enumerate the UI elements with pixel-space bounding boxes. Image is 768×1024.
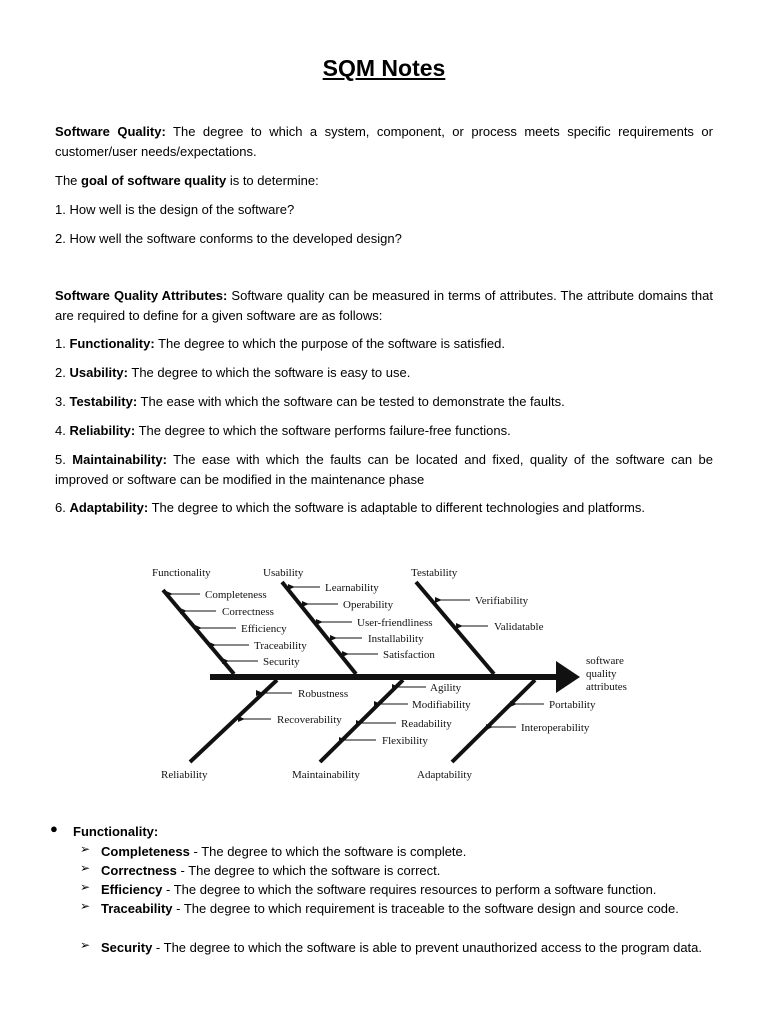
attribute-item: [55, 392, 713, 412]
attr-num: 3.: [55, 394, 70, 409]
attr-desc: The degree to which the software performs failure-free functions.: [135, 423, 511, 438]
attr-name: Maintainability: [72, 452, 163, 467]
diagram-head-label: attributes: [586, 681, 627, 693]
functionality-heading: [73, 822, 158, 842]
bone-functionality: [163, 590, 234, 674]
arrow-bullet-icon: ➢: [80, 861, 91, 875]
goal-question-2: 2. How well the software conforms to the developed design?: [55, 231, 402, 246]
attr-num: 6.: [55, 500, 70, 515]
sub-attribute: Flexibility: [382, 735, 428, 747]
sub-attribute: Learnability: [325, 582, 379, 594]
attribute-item: [55, 334, 713, 354]
functionality-item: [101, 938, 713, 958]
attr-sep: :: [123, 365, 128, 380]
sub-attribute: Validatable: [494, 621, 544, 633]
bone-adaptability: [452, 680, 535, 762]
sub-attribute: Verifiability: [475, 595, 529, 607]
attr-num: 4.: [55, 423, 70, 438]
goal-question-1: 1. How well is the design of the software?: [55, 202, 295, 217]
attr-desc: The degree to which the software is easy to use.: [128, 365, 411, 380]
sub-attribute: Interoperability: [521, 722, 590, 734]
attr-name: Testability: [69, 394, 133, 409]
category-adaptability: Adaptability: [417, 769, 472, 781]
bullet-dot: ●: [50, 821, 58, 836]
page-title: SQM Notes: [322, 55, 446, 81]
functionality-item: [101, 899, 713, 919]
goal-line: [55, 171, 713, 191]
attr-num: 5.: [55, 452, 73, 467]
attr-sep: :: [132, 394, 138, 409]
item-name: Security: [101, 940, 153, 955]
attr-sep: :: [143, 500, 149, 515]
sub-attribute: Satisfaction: [383, 649, 435, 661]
attr-name: Adaptability: [69, 500, 144, 515]
attribute-item: [55, 421, 713, 441]
diagram-head-label: quality: [586, 668, 617, 680]
attr-name: Reliability: [69, 423, 131, 438]
item-desc: - The degree to which the software is able to prevent unauthorized access to the program data.: [152, 940, 703, 955]
attr-name: Usability: [69, 365, 124, 380]
attr-sep: :: [162, 452, 167, 467]
category-usability: Usability: [263, 567, 304, 579]
attributes-text: Software quality can be measured in terms of attributes. The attribute domains that are required to define for a given software are as follows:: [55, 288, 713, 323]
item-desc: - The degree to which requirement is traceable to the software design and source code.: [172, 901, 679, 916]
software-quality-label: Software Quality:: [55, 124, 166, 139]
attr-sep: :: [150, 336, 155, 351]
goal-bold: goal of software quality: [81, 173, 227, 188]
attribute-item: [55, 498, 713, 518]
category-functionality: Functionality: [152, 567, 211, 579]
attr-name: Functionality: [69, 336, 151, 351]
functionality-item: [101, 842, 713, 862]
category-testability: Testability: [411, 567, 458, 579]
sub-attribute: Agility: [430, 682, 462, 694]
arrow-bullet-icon: ➢: [80, 938, 91, 952]
attr-num: 2.: [55, 365, 70, 380]
attr-desc: The degree to which the purpose of the software is satisfied.: [154, 336, 505, 351]
sub-attribute: Installability: [368, 633, 424, 645]
attribute-item: [55, 450, 713, 489]
item-desc: - The degree to which the software is correct.: [176, 863, 441, 878]
attr-num: 1.: [55, 336, 70, 351]
attr-desc: The ease with which the faults can be located and fixed, quality of the software can be improved or software can be modified in the maintenance phase: [55, 452, 713, 487]
sub-attribute: Completeness: [205, 589, 267, 601]
attributes-label: Software Quality Attributes:: [55, 288, 228, 303]
item-name: Traceability: [101, 901, 173, 916]
functionality-item: [101, 880, 713, 900]
attr-sep: :: [130, 423, 136, 438]
item-name: Efficiency: [101, 882, 163, 897]
category-reliability: Reliability: [161, 769, 208, 781]
goal-pre: The: [55, 173, 82, 188]
attr-desc: The degree to which the software is adaptable to different technologies and platforms.: [148, 500, 645, 515]
item-name: Correctness: [101, 863, 177, 878]
sub-attribute: Recoverability: [277, 714, 342, 726]
sub-attribute: Robustness: [298, 688, 349, 700]
spine-arrowhead: [556, 661, 580, 693]
attr-desc: The ease with which the software can be tested to demonstrate the faults.: [137, 394, 565, 409]
fishbone-diagram: [0, 550, 768, 790]
goal-post: is to determine:: [226, 173, 319, 188]
category-maintainability: Maintainability: [292, 769, 360, 781]
software-quality-text: The degree to which a system, component, or process meets specific requirements or customer/user needs/expectations.: [55, 124, 713, 159]
functionality-heading-text: Functionality:: [73, 824, 159, 839]
sub-attribute: Efficiency: [241, 623, 287, 635]
bone-reliability: [190, 680, 277, 762]
software-quality-definition: [55, 122, 713, 161]
functionality-item: [101, 861, 713, 881]
sub-attribute: Operability: [343, 599, 394, 611]
arrow-bullet-icon: ➢: [80, 899, 91, 913]
item-name: Completeness: [101, 844, 190, 859]
sub-attribute: Readability: [401, 718, 452, 730]
item-desc: - The degree to which the software is complete.: [189, 844, 467, 859]
sub-attribute: Traceability: [254, 640, 307, 652]
sub-attribute: Security: [263, 656, 300, 668]
sub-attribute: User-friendliness: [357, 617, 433, 629]
attributes-intro: [55, 286, 713, 325]
arrow-bullet-icon: ➢: [80, 842, 91, 856]
arrow-bullet-icon: ➢: [80, 880, 91, 894]
sub-attribute: Correctness: [222, 606, 274, 618]
diagram-head-label: software: [586, 655, 624, 667]
item-desc: - The degree to which the software requires resources to perform a software function.: [162, 882, 657, 897]
sub-attribute: Modifiability: [412, 699, 471, 711]
sub-attribute: Portability: [549, 699, 596, 711]
attribute-item: [55, 363, 713, 383]
